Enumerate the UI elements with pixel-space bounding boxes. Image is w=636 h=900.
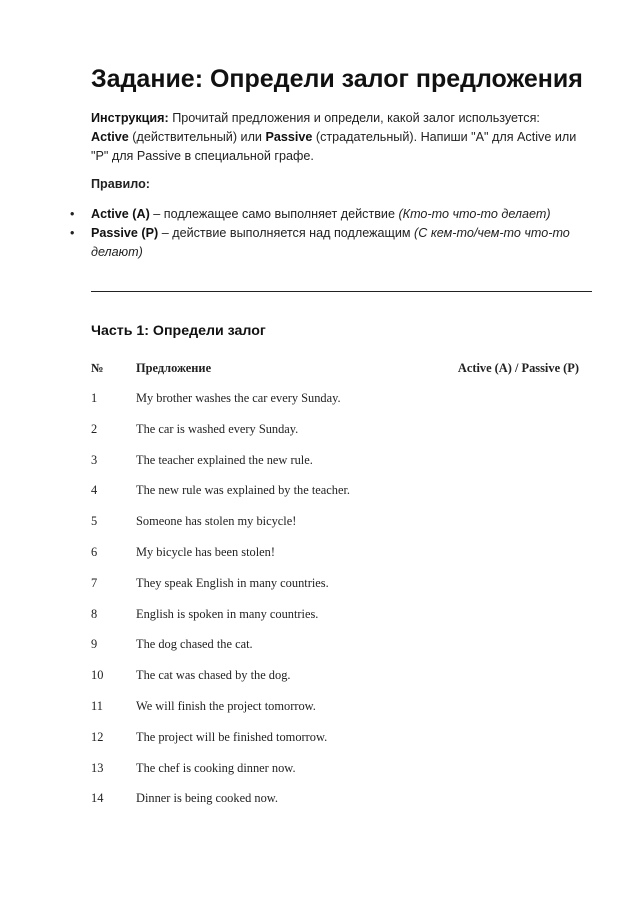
instruction-label: Инструкция:: [91, 111, 169, 125]
rule-list: [70, 205, 586, 262]
answer-field[interactable]: [469, 730, 579, 746]
rule-item-active: [70, 205, 586, 224]
row-number: 8: [91, 606, 98, 621]
table-row: [91, 637, 591, 668]
row-sentence: We will finish the project tomorrow.: [136, 698, 316, 713]
rule-term-active: Active (A): [91, 207, 150, 221]
answer-field[interactable]: [469, 576, 579, 592]
table-row: [91, 483, 591, 514]
answer-field[interactable]: [469, 761, 579, 777]
row-sentence: My brother washes the car every Sunday.: [136, 391, 341, 405]
row-sentence: They speak English in many countries.: [136, 575, 329, 590]
row-number: 14: [91, 791, 104, 806]
instruction-text-1: Прочитай предложения и определи, какой залог используется:: [168, 111, 540, 125]
rule-item-passive: [70, 224, 586, 262]
row-sentence: English is spoken in many countries.: [136, 606, 319, 621]
table-row: [91, 699, 591, 730]
row-number: 1: [91, 391, 98, 405]
instruction-text-2: (действительный) или: [128, 130, 266, 144]
table-row: [91, 761, 591, 792]
row-number: 10: [91, 668, 104, 683]
rule-example-active: (Кто-то что-то делает): [398, 207, 551, 221]
row-sentence: My bicycle has been stolen!: [136, 544, 276, 559]
row-sentence: The teacher explained the new rule.: [136, 452, 313, 467]
table-row: [91, 730, 591, 761]
table-row: [91, 791, 591, 822]
row-number: 13: [91, 760, 104, 775]
section-divider: [91, 291, 592, 292]
row-sentence: Dinner is being cooked now.: [136, 791, 279, 806]
page-title: Задание: Определи залог предложения: [91, 65, 583, 93]
instruction-text-3: (страдательный). Напиши "A" для Active или "P" для Passive в специальной графе.: [91, 130, 577, 163]
answer-field[interactable]: [469, 699, 579, 715]
answer-field[interactable]: [469, 607, 579, 623]
header-sentence: Предложение: [136, 361, 212, 375]
row-number: 3: [91, 452, 98, 467]
row-number: 12: [91, 729, 104, 744]
row-number: 5: [91, 514, 98, 529]
answer-field[interactable]: [469, 453, 579, 469]
table-row: [91, 391, 591, 422]
header-answer: Active (A) / Passive (P): [457, 361, 579, 375]
instruction-active-term: Active: [91, 130, 129, 144]
row-number: 2: [91, 421, 98, 436]
sentence-table: [91, 391, 591, 822]
instruction-passive-term: Passive: [265, 130, 313, 144]
row-sentence: The car is washed every Sunday.: [136, 421, 299, 436]
row-sentence: Someone has stolen my bicycle!: [136, 514, 297, 529]
row-number: 11: [91, 698, 103, 713]
table-row: [91, 607, 591, 638]
table-row: [91, 576, 591, 607]
answer-field[interactable]: [469, 791, 579, 807]
part1-title: Часть 1: Определи залог: [91, 323, 266, 339]
table-header: [91, 361, 591, 379]
answer-field[interactable]: [469, 668, 579, 684]
bullet-icon: •: [70, 226, 75, 240]
table-row: [91, 668, 591, 699]
table-row: [91, 514, 591, 545]
row-sentence: The project will be finished tomorrow.: [136, 729, 328, 744]
bullet-icon: •: [70, 207, 75, 221]
row-sentence: The cat was chased by the dog.: [136, 668, 291, 683]
row-number: 4: [91, 483, 98, 498]
rule-text-active: – подлежащее само выполняет действие: [149, 207, 399, 221]
table-row: [91, 422, 591, 453]
answer-field[interactable]: [469, 483, 579, 499]
table-row: [91, 545, 591, 576]
rule-heading: Правило:: [91, 177, 150, 191]
row-number: 7: [91, 575, 98, 590]
header-number: №: [91, 361, 104, 375]
answer-field[interactable]: [469, 422, 579, 438]
rule-example-passive: (С кем-то/чем-то что-то делают): [91, 226, 570, 259]
answer-field[interactable]: [469, 391, 579, 407]
rule-text-passive: – действие выполняется над подлежащим: [158, 226, 415, 240]
rule-term-passive: Passive (P): [91, 226, 159, 240]
table-row: [91, 453, 591, 484]
answer-field[interactable]: [469, 514, 579, 530]
row-sentence: The dog chased the cat.: [136, 637, 253, 652]
answer-field[interactable]: [469, 637, 579, 653]
row-number: 9: [91, 637, 98, 652]
instruction-paragraph: [91, 109, 581, 166]
row-number: 6: [91, 544, 98, 559]
row-sentence: The chef is cooking dinner now.: [136, 760, 296, 775]
row-sentence: The new rule was explained by the teacher.: [136, 483, 350, 498]
answer-field[interactable]: [469, 545, 579, 561]
